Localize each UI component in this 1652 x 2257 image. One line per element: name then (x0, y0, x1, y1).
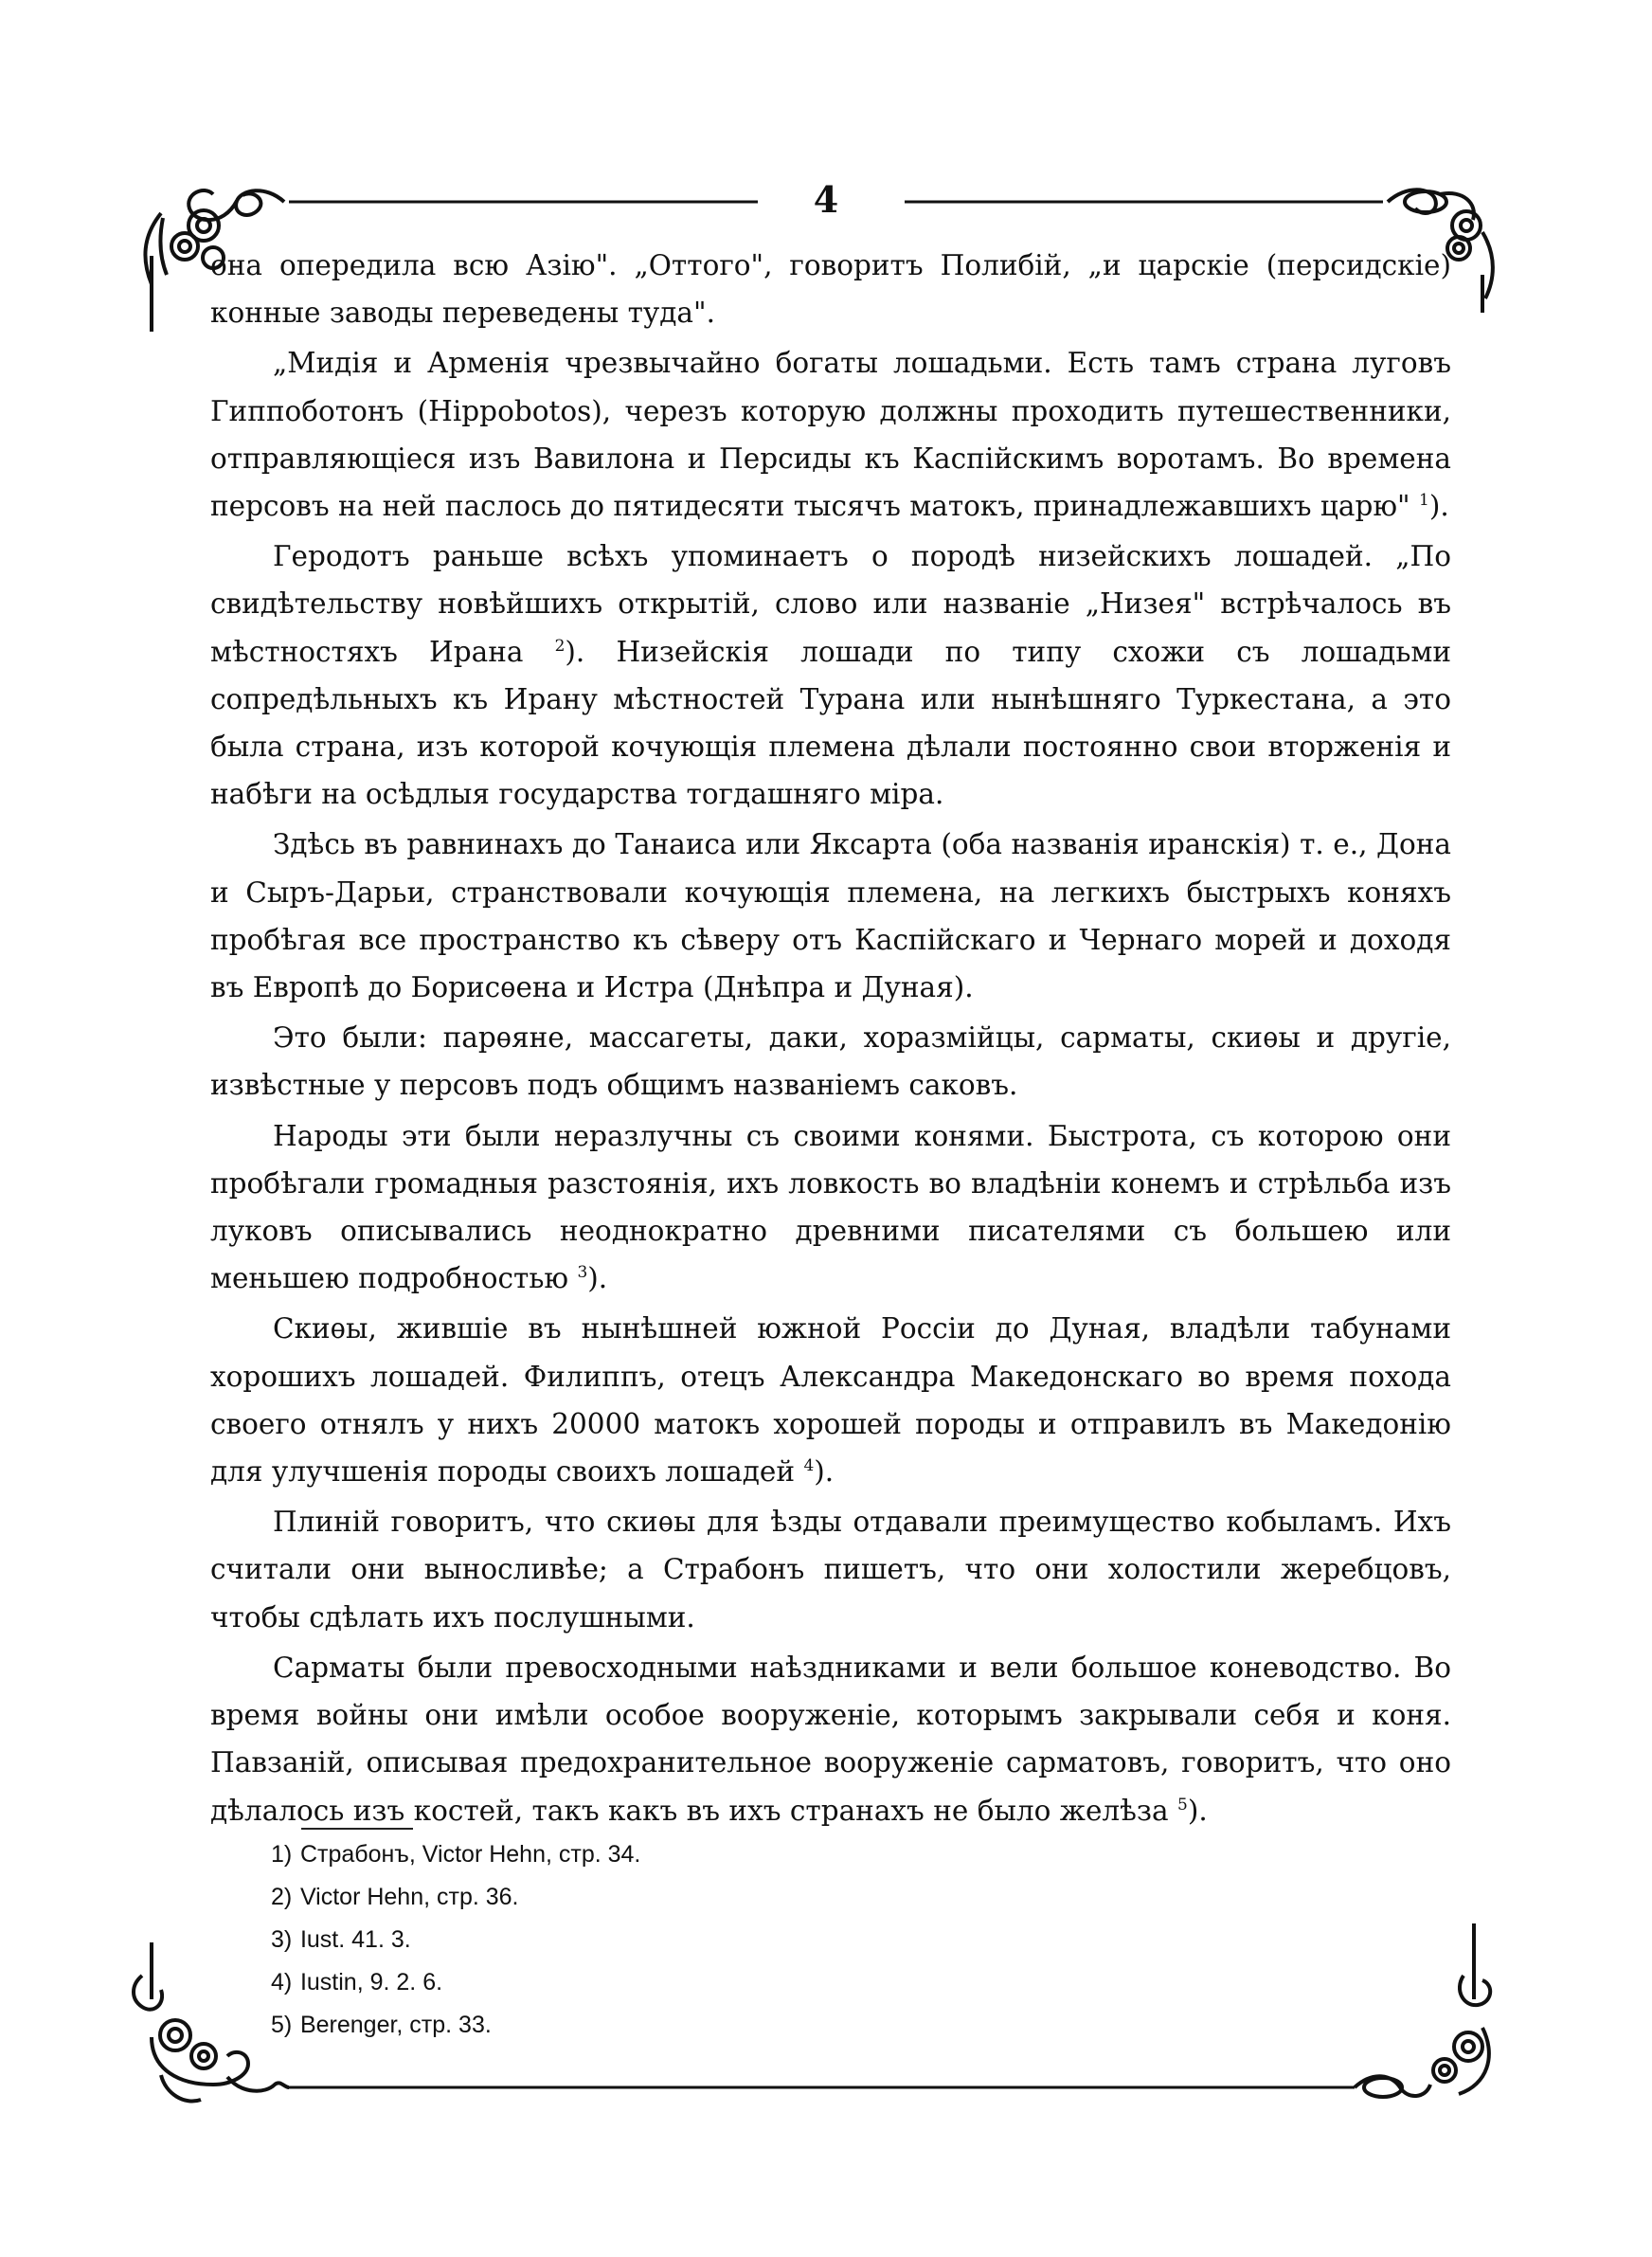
paragraph: Плиній говоритъ, что скиѳы для ѣзды отдавали преимущество кобыламъ. Ихъ считали они выносливѣе; а Страбонъ пишетъ, что они холостили жеребцовъ, чтобы сдѣлать ихъ послушными. (210, 1506, 1451, 1634)
footnote: 5) Berenger, стр. 33. (271, 2012, 492, 2038)
page-number: 4 (813, 178, 839, 221)
footnote-separator (301, 1828, 413, 1830)
footnote: 2) Victor Hehn, стр. 36. (271, 1884, 519, 1910)
footnote: 4) Iustin, 9. 2. 6. (271, 1969, 443, 1995)
paragraph: Народы эти были неразлучны съ своими конями. Быстрота, съ которою они пробѣгали громадныя разстоянія, ихъ ловкость во владѣніи конемъ и стрѣльба изъ луковъ описывались неоднократно древними писателями съ большею или меньшею подробностью $^3$). (210, 1119, 1451, 1295)
main-text (210, 242, 1451, 1837)
footnote: 1) Страбонъ, Victor Hehn, стр. 34. (271, 1841, 641, 1868)
footnote-ref: 3 (577, 1263, 588, 1283)
paragraph: она опередила всю Азію". „Оттого", говоритъ Полибій, „и царскіе (персидскіе) конные заводы переведены туда". (210, 249, 1451, 330)
paragraph: Это были: парѳяне, массагеты, даки, хоразмійцы, сарматы, скиѳы и другіе, извѣстные у персовъ подъ общимъ названіемъ саковъ. (210, 1021, 1451, 1102)
paragraph: Сарматы были превосходными наѣздниками и вели большое коневодство. Во время войны они имѣли особое вооруженіе, которымъ закрывали себя и коня. Павзаній, описывая предохранительное вооруженіе сарматовъ, говоритъ, что оно дѣлалось изъ костей, такъ какъ въ ихъ странахъ не было желѣза $^5$). (210, 1651, 1451, 1827)
paragraph: „Мидія и Арменія чрезвычайно богаты лошадьми. Есть тамъ страна луговъ Гиппоботонъ (Hippobotos), черезъ которую должны проходить путешественники, отправляющіеся изъ Вавилона и Персиды къ Каспійскимъ воротамъ. Во времена персовъ на ней паслось до пятидесяти тысячъ матокъ, принадлежавшихъ царю" $^1$). (210, 347, 1451, 523)
paragraph: Здѣсь въ равнинахъ до Танаиса или Яксарта (оба названія иранскія) т. е., Дона и Сыръ-Дарьи, странствовали кочующія племена, на легкихъ быстрыхъ коняхъ пробѣгая все пространство къ сѣверу отъ Каспійскаго и Чернаго морей и доходя въ Европѣ до Борисѳена и Истра (Днѣпра и Дуная). (210, 828, 1451, 1004)
footnotes (271, 1833, 640, 2047)
footnote-ref: 2 (554, 636, 566, 656)
footnote-ref: 5 (1177, 1795, 1188, 1815)
bottom-right-flourish-icon (1355, 1923, 1490, 2097)
footnote-ref: 4 (803, 1456, 815, 1476)
paragraph: Геродотъ раньше всѣхъ упоминаетъ о породѣ низейскихъ лошадей. „По свидѣтельству новѣйшихъ открытій, слово или названіе „Низея" встрѣчалось въ мѣстностяхъ Ирана $^2$). Низейскія лошади по типу схожи съ лошадьми сопредѣльныхъ къ Ирану мѣстностей Турана или нынѣшняго Туркестана, а это была страна, изъ которой кочующія племена дѣлали постоянно свои вторженія и набѣги на осѣдлыя государства тогдашняго міра. (210, 540, 1451, 811)
footnote: 3) Iust. 41. 3. (271, 1926, 411, 1953)
paragraph: Скиѳы, жившіе въ нынѣшней южной Россіи до Дуная, владѣли табунами хорошихъ лошадей. Филиппъ, отецъ Александра Македонскаго во время похода своего отнялъ у нихъ 20000 матокъ хорошей породы и отправилъ въ Македонію для улучшенія породы своихъ лошадей $^4$). (210, 1312, 1451, 1489)
bottom-left-flourish-icon (134, 1942, 289, 2102)
footnote-ref: 1 (1419, 491, 1429, 511)
